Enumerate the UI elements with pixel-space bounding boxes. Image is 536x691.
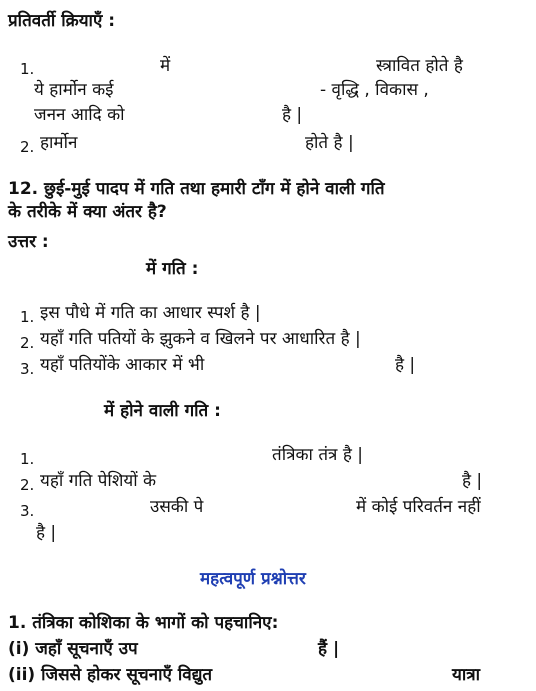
list-item-text: है | xyxy=(395,355,416,375)
list-item-text: है | xyxy=(36,523,57,543)
list-item-text: होते है | xyxy=(305,133,354,153)
list-item-text: है | xyxy=(462,471,483,491)
q1-line1: 1. तंत्रिका कोशिका के भागों को पहचानिए: xyxy=(8,613,279,633)
list-number: 1. xyxy=(20,60,35,78)
q1-line2-tail: हैं | xyxy=(318,639,340,659)
list-number: 3. xyxy=(20,360,35,378)
list-number: 2. xyxy=(20,334,35,352)
list-item-text: स्त्रावित होते है xyxy=(376,56,463,76)
list-item-text: है | xyxy=(282,105,303,125)
list-number: 3. xyxy=(20,502,35,520)
list-item-text: - वृद्धि , विकास , xyxy=(320,80,429,100)
list-item-text: उसकी पे xyxy=(150,497,204,517)
list-item-text: में कोई परिवर्तन नहीं xyxy=(356,497,481,517)
list-item-text: यहाँ गति पेशियों के xyxy=(40,471,157,491)
list-item-text: में xyxy=(160,56,171,76)
list-item-text: इस पौधे में गति का आधार स्पर्श है | xyxy=(40,303,261,323)
q1-line2: (i) जहाँ सूचनाएँ उप xyxy=(8,639,138,659)
question-12-line1: 12. छुई-मुई पादप में गति तथा हमारी टाँग में होने वाली गति xyxy=(8,179,385,199)
list-item-text: जनन आदि को xyxy=(34,105,125,125)
section-heading-reflex: प्रतिवर्ती क्रियाएँ : xyxy=(8,11,116,31)
list-item-text: तंत्रिका तंत्र है | xyxy=(272,445,363,465)
list-item-text: यहाँ गति पतियों के झुकने व खिलने पर आधारित है | xyxy=(40,329,361,349)
list-item-text: ये हार्मोन कई xyxy=(34,80,114,100)
list-number: 2. xyxy=(20,138,35,156)
answer-label: उत्तर : xyxy=(8,232,49,252)
plant-heading: में गति : xyxy=(146,259,199,279)
leg-heading: में होने वाली गति : xyxy=(104,401,221,421)
list-number: 1. xyxy=(20,450,35,468)
list-number: 1. xyxy=(20,308,35,326)
important-qa-title: महत्वपूर्ण प्रश्नोत्तर xyxy=(200,569,306,589)
list-item-text: हार्मोन xyxy=(40,133,78,153)
q1-line3: (ii) जिससे होकर सूचनाएँ विद्युत xyxy=(8,665,213,685)
list-item-text: यहाँ पतियोंके आकार में भी xyxy=(40,355,205,375)
question-12-line2: के तरीके में क्या अंतर है? xyxy=(8,202,167,222)
list-number: 2. xyxy=(20,476,35,494)
q1-line3-tail: यात्रा xyxy=(452,665,481,685)
